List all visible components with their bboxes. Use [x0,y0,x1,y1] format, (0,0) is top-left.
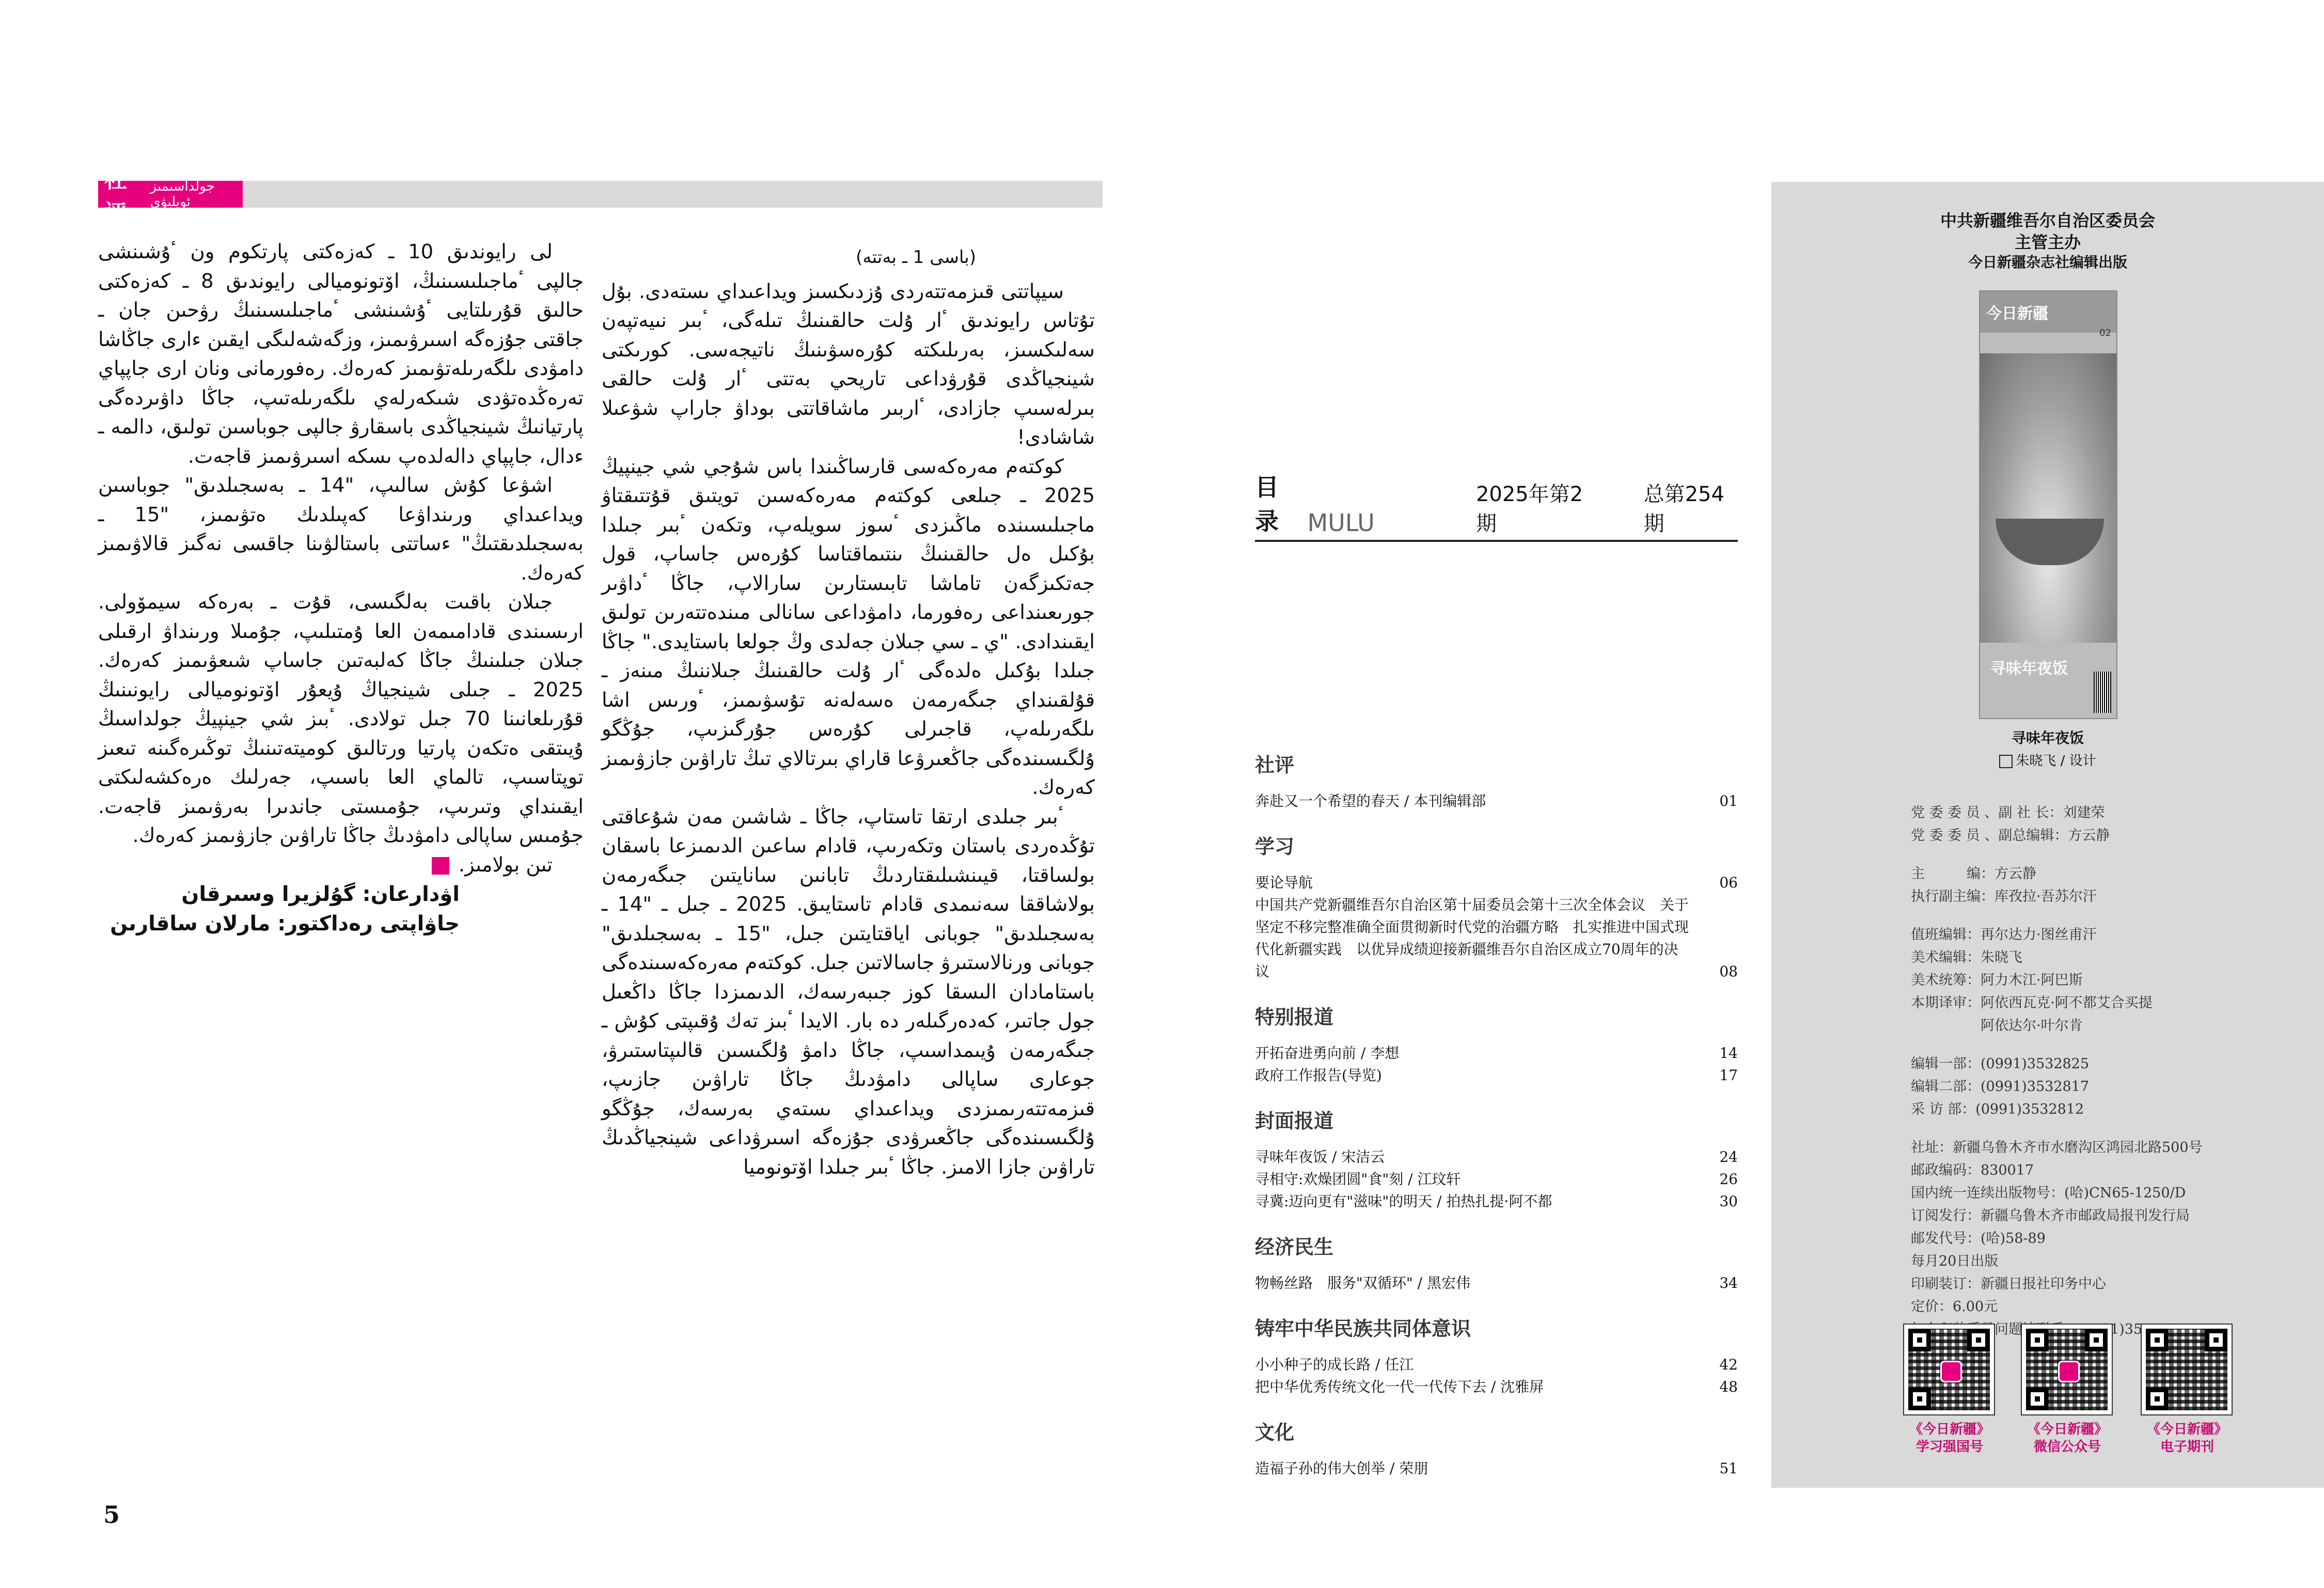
toc-entry-title: 政府工作报告(导览) [1255,1067,1382,1084]
masthead-sidebar [1771,182,2324,1488]
section-tag-cn: 社评 [104,167,127,226]
qr-code-image [2021,1324,2113,1415]
toc-entry[interactable] [1255,1376,1738,1398]
staff-line: 每月20日出版 [1911,1253,1999,1269]
toc-entry[interactable] [1255,1168,1738,1190]
qr-label: 《今日新疆》 [2027,1422,2108,1437]
toc-entry-title: 要论导航 [1255,874,1313,891]
editor-credit: جاۋاپتى رەداكتور: مارلان ساقارىن [110,911,460,936]
qr-label-sub: 微信公众号 [2033,1439,2101,1455]
toc-section-heading: 经济民生 [1255,1236,1334,1258]
staff-line: 值班编辑：再尔达力·图丝甫汗 [1911,927,2097,943]
section-header-bar [98,181,1103,208]
toc-title-en: MULU [1307,509,1375,537]
article-paragraph-final [98,851,584,880]
staff-line: 美术统筹：阿力木江·阿巴斯 [1911,972,2083,988]
toc-entry[interactable] [1255,1146,1738,1168]
toc-entry-page: 14 [1719,1045,1738,1062]
qr-label-sub: 学习强国号 [1915,1439,1983,1455]
cover-thumbnail [1979,290,2117,719]
toc-entry[interactable] [1255,871,1738,894]
toc-entry[interactable] [1255,894,1738,983]
cover-issue-number: 02 [2099,328,2111,338]
qr-code-ejournal[interactable] [2141,1324,2234,1456]
toc-entry-title: 寻相守:欢燥团圆"食"刻 / 江玟轩 [1255,1171,1461,1188]
toc-entry-title: 小小种子的成长路 / 任江 [1255,1356,1414,1373]
toc-entry[interactable] [1255,1353,1738,1376]
staff-line: 印刷装订：新疆日报社印务中心 [1911,1276,2106,1292]
staff-line: 执行副主编：库孜拉·吾苏尔汗 [1911,889,2097,905]
staff-line: 采 访 部：(0991)3532812 [1911,1101,2084,1117]
staff-line: 美术编辑：朱晓飞 [1911,949,2022,966]
toc-entry-page: 34 [1719,1274,1738,1291]
article-column-left [98,238,584,938]
article-paragraph: اشۋعا كۇش سالىپ، "14 ـ بەسجىلدىق" جوباسىن ويداعىداي ورىنداۋعا كەپىلدىك ەتۋىمىز، "15 ـ بەسجىلدىقتىڭ" ءساتتى باستالۋىنا جاقسى نەگىز قالاۋىمىز كەرەك. [98,474,584,585]
toc-entry-title: 中国共产党新疆维吾尔自治区第十届委员会第十三次全体会议 关于坚定不移完整准确全面贯彻新时代党的治疆方略 扎实推进中国式现代化新疆实践 以优异成绩迎接新疆维吾尔自治区成立70周年的决议 [1255,896,1689,980]
qr-label: 《今日新疆》 [2146,1422,2227,1437]
toc-entry[interactable] [1255,1064,1738,1086]
toc-entry-page: 17 [1719,1067,1738,1084]
barcode-icon [2094,672,2111,713]
toc-entry-title: 奔赴又一个希望的春天 / 本刊编辑部 [1255,792,1486,809]
toc-entry[interactable] [1255,1457,1738,1480]
qr-code-image [2141,1324,2233,1415]
translator-credit: اۋدارعان: گۇلزيرا وسىرقان [181,882,460,906]
staff-line: 国内统一连续出版物号：(哈)CN65-1250/D [1911,1185,2186,1201]
toc-entry-page: 01 [1719,792,1738,809]
toc-title-cn: 目录 [1255,473,1279,535]
staff-line: 订阅发行：新疆乌鲁木齐市邮政局报刊发行局 [1911,1208,2190,1224]
toc-entry[interactable] [1255,1190,1738,1212]
publisher-line: 今日新疆杂志社编辑出版 [1968,254,2127,271]
issue-number: 2025年第2期 [1475,482,1583,536]
article-paragraph: سيپاتتى قىزمەتتەردى ۇزدىكسىز ويداعىداي ىستەدى. بۇل تۇتاس رايوندىق ٴار ۇلت حالقىنىڭ تىلەگى، ٴبىر نىيەتپەن سەلىكسىز، بەرىلىكتە كۇرەسۋىنىڭ ناتيجەسى. كورىكتى شينجياڭدى قۇرۋداعى تاريحي بەتتى ٴار ۇلت حالقى بىرلەسىپ جازادى، ٴاربىر ماشاقاتتى بوداۋ جاراپ شۋعىلا شاشادى! [602,279,1095,449]
staff-line: 党 委 委 员 、副 社 长：刘建荣 [1911,805,2105,821]
cover-logo: 今日新疆 [1986,305,2048,323]
section-tag [98,167,243,226]
article-final-text: تىن بولامىز. [458,853,553,877]
toc-section-heading: 学习 [1255,835,1295,858]
end-mark-icon [432,857,449,875]
staff-line: 定价：6.00元 [1911,1299,1998,1315]
staff-line: 邮发代号：(哈)58-89 [1911,1231,2046,1247]
staff-spacer [1911,1121,2203,1136]
staff-line: 编辑二部：(0991)3532817 [1911,1079,2090,1095]
staff-spacer [1911,908,2203,924]
toc-entry-page: 06 [1719,874,1738,891]
sponsor-role: 主管主办 [2014,232,2081,252]
article-paragraph: كوكتەم مەرەكەسى قارساڭىندا باس شۇجي شي جينپيڭ 2025 ـ جىلعى كوكتەم مەرەكەسىن تويتىق قۇتتىقتاۋ ماجىلىسىندە ماڭىزدى ٴسوز سويلەپ، وتكەن ٴبىر جىلدا بۇكىل ەل حالقىنىڭ ىنتىماقتاسا كۇرەس جاساپ، قول جەتكىزگەن تاماشا تابىستارىن سارالاپ، جاڭا ٴداۋىر جورىعىنداعى رەفورما، دامۋداعى سانالى مىندەتتەرىن تولىق ايقىندادى. "ي ـ سي جىلان جەلدى وڭ جولعا باستايدى." جاڭا جىلدا بۇكىل ەلدەگى ٴار ۇلت حالقىنىڭ جىلاننىڭ مىنەز ـ قۇلقىنداي جىگەرمەن ەسەلەنە تۇسۋىمىز، ٴورىس اشا ىلگەرىلەپ، قاجىرلى كۇرەس جۇرگىزىپ، جۇڭگو ۇلگىسىندەگى جاڭعىرۋعا قاراي بىرتالاي تىڭ تاراۋىن جازۋىمىز كەرەك. [602,455,1095,799]
toc-section-heading: 特别报道 [1255,1006,1334,1029]
table-of-contents [1255,749,1738,1480]
toc-section-heading: 社评 [1255,754,1295,776]
toc-entry-page: 51 [1719,1460,1738,1477]
continued-from-label: (باسى 1 ـ بەتتە) [856,247,976,268]
toc-entry[interactable] [1255,1272,1738,1294]
qr-code-image [1903,1324,1995,1415]
cover-photo [1980,353,2116,643]
toc-entry-page: 42 [1719,1356,1738,1373]
toc-entry-page: 26 [1719,1171,1738,1188]
toc-entry-title: 寻冀:迈向更有"滋味"的明天 / 拍热扎提·阿不都 [1255,1193,1552,1210]
toc-section-heading: 封面报道 [1255,1110,1334,1132]
toc-entry-page: 24 [1719,1148,1738,1165]
qr-label-sub: 电子期刊 [2160,1439,2214,1455]
article-paragraph: لى رايوندىق 10 ـ كەزەكتى پارتكوم ون ٴۇشىنشى جالپى ٴماجىلىسىنىڭ، اۆتونوميالى رايوندىق 8 ـ كەزەكتى حالىق قۇرىلتايى ٴۇشىنشى ٴماجىلىسىنىڭ رۋحىن جان ـ جاقتى جۇزەگە اسىرۋىمىز، وزگەشەلىگى ايقىن ءارى جاڭاشا دامۋدى ىلگەرىلەتۋىمىز كەرەك. رەفورمانى ونان ارى جاپپاي تەرەڭدەتۋدى شىكەرلەي ىلگەرىلەتىپ، جاڭا داۋىردەگى پارتيانىڭ شينجياڭدى باسقارۋ جالپى جوباسىن تولىق، دالمە ـ ءدال، جاپپاي دالەلدەپ ىسكە اسىرۋىمىز قاجەت. [98,240,584,468]
staff-list [1911,802,2203,1341]
toc-entry-title: 把中华优秀传统文化一代一代传下去 / 沈雅屏 [1255,1378,1544,1395]
qr-code-study[interactable] [1903,1324,1996,1456]
staff-spacer [1911,1037,2203,1053]
section-tag-ug: جولداسىمىز ئويلىۋى [150,179,215,210]
toc-section-heading: 文化 [1255,1421,1295,1444]
staff-line: 社址：新疆乌鲁木齐市水磨沟区鸿园北路500号 [1911,1140,2203,1156]
cover-designer-text: 朱晓飞 / 设计 [2016,753,2096,769]
article-paragraph: ٴبىر جىلدى ارتقا تاستاپ، جاڭا ـ شاشىن مەن شۇعاقتى تۇڭدەردى باستان وتكەرىپ، قادام ساعىن الدىمىزعا باسقان بولساقتا، قيىنشىلىقتاردىڭ تابانىن سانايتىن جىگەرمەن بولاشاققا سەنىمدى قادام تاستايىق. 2025 ـ جىل ـ "14 ـ بەسجىلدىق" جوبانى اياقتايتىن جىل، "15 ـ بەسجىلدىق" جوبانى ورنالاستىرۋ جاسالاتىن جىل. كوكتەم مەرەكەسىندەگى باستامادان الىسقا كوز جىبەرسەك، الدىمىزدا جاڭا داڭعىل جول جاتىر، كەدەرگىلەر دە بار. الايدا ٴبىز تەك ۇقىپتى كۇش ـ جىگەرمەن ۇيىمداسىپ، جاڭا دامۋ ۇلگىسىن قالىپتاستىرۋ، جوعارى ساپالى دامۋدىڭ جاڭا تاراۋىن جازىپ، قىزمەتتەرىمىزدى ويداعىداي ىستەي بەرسەك، جۇڭگو ۇلگىسىندەگى جاڭعىرۋدى جۇزەگە اسىرۋداعى شينجياڭدىڭ تاراۋىن جازا الامىز. جاڭا ٴبىر جىلدا اۆتونوميا [602,805,1095,1179]
qr-code-wechat[interactable] [2021,1324,2114,1456]
qr-label: 《今日新疆》 [1909,1422,1990,1437]
cover-title: 寻味年夜饭 [2011,729,2084,746]
page-number: 5 [103,1501,120,1529]
staff-line: 编辑一部：(0991)3532825 [1911,1056,2090,1072]
sponsor-line: 中共新疆维吾尔自治区委员会 [1940,211,2155,230]
toc-entry-page: 08 [1719,963,1738,980]
staff-spacer [1911,847,2203,863]
staff-line: 党 委 委 员 、副总编辑：方云静 [1911,828,2110,844]
cover-caption: 寻味年夜饭 [1990,660,2068,678]
article-paragraph: جىلان باقىت بەلگىسى، قۇت ـ بەرەكە سيمۆولى. ارىسىندى قادامىمەن العا ۇمتىلىپ، جۇمىلا ورىنداۋ ارقىلى جىلان جىلىنىڭ جاڭا كەلبەتىن جاساپ شىعۋىمىز كەرەك. 2025 ـ جىلى شينجياڭ ۇيعۇر اۆتونوميالى رايونىنىڭ قۇرىلعانىنا 70 جىل تولادى. ٴبىز شي جينپيڭ جولداسىڭ ۇيىتقى ەتكەن پارتيا ورتالىق كوميتەتىنىڭ توڭىرەگىنە تىعىز توپتاسىپ، تالماي العا باسىپ، جەرلىك ەرەكشەلىكتى ايقىنداي وتىرىپ، جۇمىستى جاندىرا بەرۋىمىز قاجەت. جۇمىس ساپالى دامۋدىڭ جاڭا تاراۋىن جازۋىمىز كەرەك. [98,590,584,847]
toc-entry-title: 寻味年夜饭 / 宋洁云 [1255,1148,1385,1165]
staff-line: 主 编：方云静 [1911,866,2036,882]
staff-line: 邮政编码：830017 [1911,1162,2034,1178]
total-issue-number: 总第254期 [1643,482,1724,536]
toc-entry-title: 物畅丝路 服务"双循环" / 黑宏伟 [1255,1274,1470,1291]
toc-entry-title: 造福子孙的伟大创举 / 荣朋 [1255,1460,1428,1477]
toc-entry-page: 48 [1719,1378,1738,1395]
cover-designer [1771,750,2324,769]
toc-entry[interactable] [1255,1042,1738,1064]
toc-entry-page: 30 [1719,1193,1738,1210]
toc-entry[interactable] [1255,790,1738,812]
toc-header [1255,473,1738,542]
article-column-right [602,243,1095,1182]
toc-entry-title: 开拓奋进勇向前 / 李想 [1255,1045,1400,1062]
staff-line: 本期译审：阿依西瓦克·阿不都艾合买提 [1911,995,2153,1011]
checkbox-square-icon [1999,755,2013,768]
toc-section-heading: 铸牢中华民族共同体意识 [1255,1317,1471,1340]
staff-line: 阿依达尔·叶尔肯 [1911,1018,2083,1034]
